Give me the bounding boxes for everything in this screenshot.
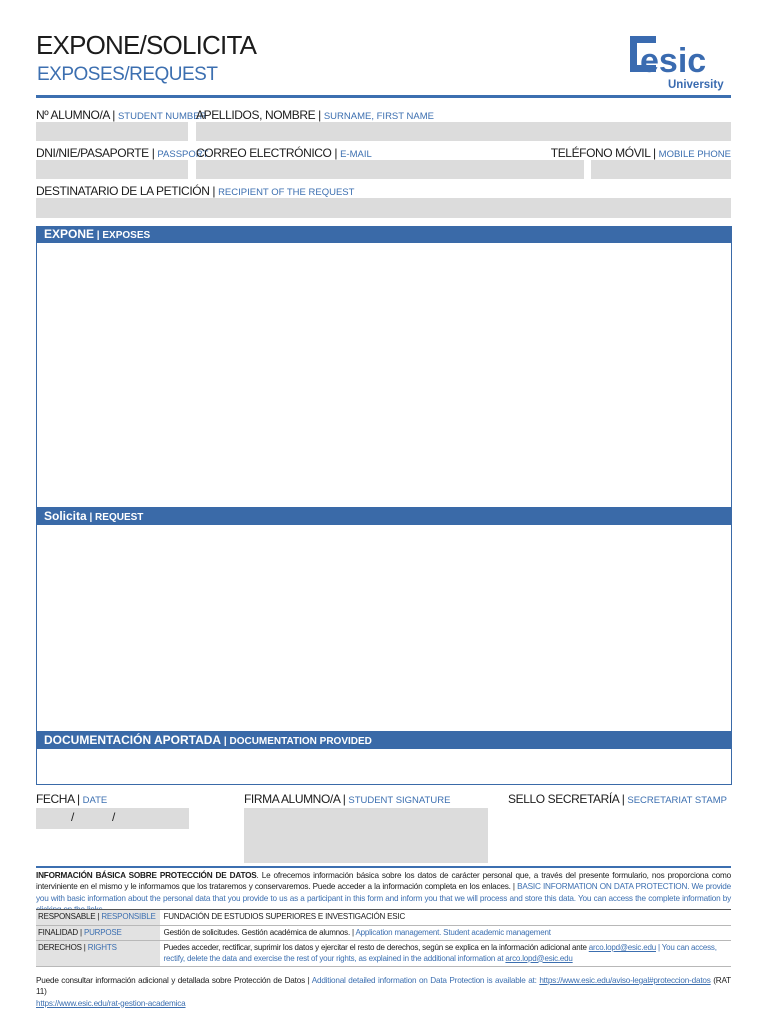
passport-label: DNI/NIE/PASAPORTE | PASSPORT bbox=[36, 146, 209, 160]
student-number-field[interactable] bbox=[36, 122, 188, 141]
esic-logo bbox=[628, 34, 732, 92]
table-row bbox=[36, 941, 731, 967]
row-value: FUNDACIÓN DE ESTUDIOS SUPERIORES E INVESTIGACIÓN ESIC bbox=[160, 910, 731, 926]
expone-section-header: EXPONE | EXPOSES bbox=[36, 226, 732, 243]
student-number-label: Nº ALUMNO/A | STUDENT NUMBER bbox=[36, 108, 207, 122]
date-field[interactable] bbox=[36, 808, 189, 829]
page-subtitle: EXPOSES/REQUEST bbox=[37, 64, 218, 85]
data-protection-divider bbox=[36, 866, 731, 868]
date-label: FECHA | DATE bbox=[36, 792, 108, 806]
email-link[interactable]: arco.lopd@esic.edu bbox=[588, 943, 656, 952]
documentation-section-header: DOCUMENTACIÓN APORTADA | DOCUMENTATION PROVIDED bbox=[36, 732, 732, 749]
privacy-link[interactable]: https://www.esic.edu/aviso-legal#proteccion-datos bbox=[539, 976, 711, 985]
surname-label: APELLIDOS, NOMBRE | SURNAME, FIRST NAME bbox=[196, 108, 434, 122]
mobile-label: TELÉFONO MÓVIL | MOBILE PHONE bbox=[550, 146, 731, 160]
signature-field[interactable] bbox=[244, 808, 488, 863]
data-protection-table bbox=[36, 909, 731, 967]
header-divider bbox=[36, 95, 731, 98]
row-key: DERECHOS | RIGHTS bbox=[36, 941, 160, 967]
stamp-label: SELLO SECRETARÍA | SECRETARIAT STAMP bbox=[508, 792, 727, 806]
surname-field[interactable] bbox=[196, 122, 731, 141]
logo-subtext: University bbox=[668, 79, 724, 91]
expone-textarea[interactable] bbox=[36, 243, 732, 508]
date-separator-2: / bbox=[112, 810, 116, 824]
passport-field[interactable] bbox=[36, 160, 188, 179]
page-title: EXPONE/SOLICITA bbox=[36, 30, 257, 60]
recipient-label: DESTINATARIO DE LA PETICIÓN | RECIPIENT OF THE REQUEST bbox=[36, 184, 355, 198]
table-row bbox=[36, 925, 731, 941]
row-value: Gestión de solicitudes. Gestión académica de alumnos. | Application management. Student academic management bbox=[160, 925, 731, 941]
table-row bbox=[36, 910, 731, 926]
solicita-section-header: Solicita | REQUEST bbox=[36, 508, 732, 525]
signature-label: FIRMA ALUMNO/A | STUDENT SIGNATURE bbox=[244, 792, 451, 806]
date-separator-1: / bbox=[71, 810, 75, 824]
documentation-textarea[interactable] bbox=[36, 749, 732, 785]
row-key: RESPONSABLE | RESPONSIBLE bbox=[36, 910, 160, 926]
rat-link[interactable]: https://www.esic.edu/rat-gestion-academica bbox=[36, 998, 186, 1008]
row-key: FINALIDAD | PURPOSE bbox=[36, 925, 160, 941]
email-label: CORREO ELECTRÓNICO | E-MAIL bbox=[196, 146, 372, 160]
solicita-textarea[interactable] bbox=[36, 525, 732, 732]
data-protection-additional: Puede consultar información adicional y detallada sobre Protección de Datos | Additional detailed information on Data Protection is available at: https://www.esic.edu/aviso-legal#proteccion-datos (RAT 11) https://www.esic.edu/rat-gestion-academica bbox=[36, 976, 731, 1008]
email-link[interactable]: arco.lopd@esic.edu bbox=[505, 953, 573, 963]
mobile-field[interactable] bbox=[591, 160, 731, 179]
logo-wordmark: esic bbox=[640, 42, 707, 80]
data-protection-intro: INFORMACIÓN BÁSICA SOBRE PROTECCIÓN DE DATOS. Le ofrecemos información básica sobre los datos de carácter personal que, a través del presente formulario, nos proporciona como interviniente en el mismo y le informamos que los trataremos y conservaremos. Puede acceder a la información completa en los enlaces. | BASIC INFORMATION ON DATA PROTECTION. We provide you with basic information about the personal data that you provide to us as a participant in this form and inform you that we will process and store this data. You can access the complete information by bbox=[36, 871, 731, 903]
row-value: Puedes acceder, rectificar, suprimir los datos y ejercitar el resto de derechos, según se explica en la información adicional ante arco.lopd@esic.edu | You can access, rectify, delete the data and exercise the rest of your rights, as explained in the additional information at arco.lopd@esic.edu bbox=[160, 941, 731, 967]
email-field[interactable] bbox=[196, 160, 584, 179]
recipient-field[interactable] bbox=[36, 198, 731, 218]
data-protection-title: INFORMACIÓN BÁSICA SOBRE PROTECCIÓN DE DATOS bbox=[36, 871, 257, 880]
